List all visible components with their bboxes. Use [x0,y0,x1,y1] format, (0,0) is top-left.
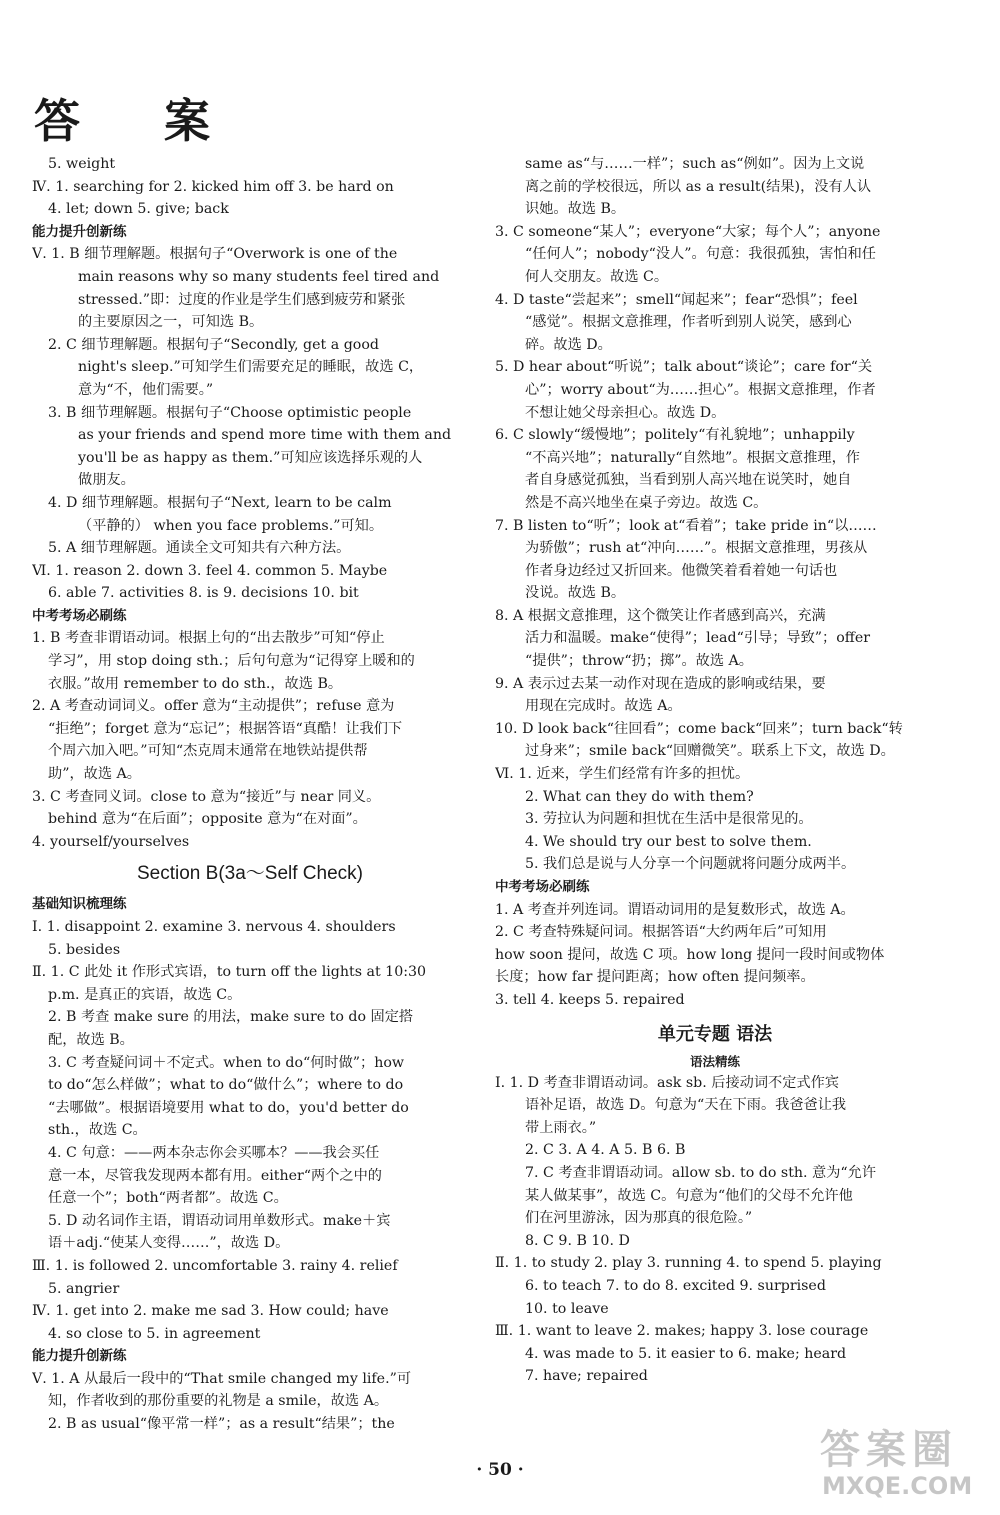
answer-line: Ⅳ. 1. get into 2. make me sad 3. How could; have [32,1303,389,1320]
section-heading: 中考考场必刷练 [32,607,127,624]
answer-line: “拒绝”；forget 意为“忘记”；根据答语“真酷！让我们下 [48,720,403,737]
answer-line: Ⅴ. 1. A 从最后一段中的“That smile changed my life.”可 [32,1370,412,1387]
answer-line: 5. 我们总是说与人分享一个问题就将问题分成两半。 [525,856,856,873]
answer-line: 2. What can they do with them? [525,788,754,805]
answer-line: Ⅵ. 1. reason 2. down 3. feel 4. common 5. Maybe [32,562,388,579]
answer-line: 带上雨衣。” [525,1119,597,1136]
answer-line: you'll be as happy as them.”可知应该选择乐观的人 [78,449,423,466]
answer-line: Ⅰ. 1. D 考查非谓语动词。ask sb. 后接动词不定式作宾 [495,1074,839,1091]
left-answer-column [32,153,468,1436]
answer-line: 用现在完成时。故选 A。 [525,698,682,715]
answer-line: p.m. 是真正的宾语，故选 C。 [48,986,242,1003]
answer-line: “感觉”。根据文意推理，作者听到别人说笑，感到心 [525,314,852,331]
answer-line: 4. so close to 5. in agreement [48,1325,261,1342]
answer-line: how soon 提问，故选 C 项。how long 提问一段时间或物体 [495,946,885,963]
answer-line: 6. C slowly“缓慢地”；politely“有礼貌地”；unhappily [495,427,855,444]
answer-line: 的主要原因之一，可知选 B。 [78,314,264,331]
answer-line: 10. to leave [525,1300,609,1317]
answer-line: 识她。故选 B。 [525,201,626,218]
answer-line: night's sleep.”可知学生们需要充足的睡眠，故选 C， [78,359,424,376]
answer-line: 10. D look back“往回看”；come back“回来”；turn back“转 [495,720,903,737]
answer-line: 4. yourself/yourselves [32,833,190,850]
page-number: · 50 · [476,1460,524,1480]
answer-line: Ⅲ. 1. want to leave 2. makes; happy 3. lose courage [495,1323,869,1340]
answer-line: 2. C 细节理解题。根据句子“Secondly, get a good [48,336,379,353]
answer-line: 5. D hear about“听说”；talk about“谈论”；care for“关 [495,359,873,376]
answer-line: 然是不高兴地坐在桌子旁边。故选 C。 [525,494,768,511]
section-heading: 能力提升创新练 [32,1348,127,1365]
answer-line: 语补足语，故选 D。句意为“天在下雨。我爸爸让我 [525,1097,847,1114]
answer-line: 做朋友。 [78,472,135,489]
answer-line: 5. angrier [48,1280,120,1297]
answer-line: 意为“不，他们需要。” [78,381,214,398]
answer-line: 碎。故选 D。 [525,336,612,353]
answer-line: sth.，故选 C。 [48,1122,147,1139]
answer-line: 某人做某事”，故选 C。句意为“他们的父母不允许他 [525,1187,853,1204]
answer-line: 衣服。”故用 remember to do sth.，故选 B。 [48,675,343,692]
answer-line: 2. A 考查动词词义。offer 意为“主动提供”；refuse 意为 [32,698,395,715]
answer-line: 为骄傲”；rush at“冲向……”。根据文意推理，男孩从 [525,540,868,557]
answer-line: “提供”；throw“扔；掷”。故选 A。 [525,653,753,670]
watermark-bottom-text: MXQE.COM [822,1472,973,1500]
answer-line: 7. C 考查非谓语动词。allow sb. to do sth. 意为“允许 [525,1164,877,1181]
answer-line: 任意一个”；both“两者都”。故选 C。 [48,1190,288,1207]
answer-line: 2. C 3. A 4. A 5. B 6. B [525,1142,686,1159]
answer-line: 3. tell 4. keeps 5. repaired [495,991,685,1008]
unit-title: 单元专题 语法 [657,1023,773,1045]
answer-line: 知，作者收到的那份重要的礼物是 a smile，故选 A。 [48,1393,389,1410]
answer-line: 过身来”；smile back“回赠微笑”。联系上下文，故选 D。 [525,743,895,760]
answer-line: Ⅵ. 1. 近来，学生们经常有许多的担忧。 [495,766,750,783]
answer-line: Ⅳ. 1. searching for 2. kicked him off 3. be hard on [32,178,394,195]
answer-line: 3. B 细节理解题。根据句子“Choose optimistic people [48,404,412,421]
answer-line: Ⅴ. 1. B 细节理解题。根据句子“Overwork is one of the [32,246,398,263]
answer-line: 配，故选 B。 [48,1031,134,1048]
answer-line: to do“怎么样做”；what to do“做什么”；where to do [48,1077,404,1094]
section-title: Section B(3a～Self Check) [137,863,363,885]
section-heading: 基础知识梳理练 [32,896,127,913]
answer-line: 助”，故选 A。 [48,766,141,783]
answer-line: “去哪做”。根据语境要用 what to do，you'd better do [48,1099,409,1116]
answer-line: 2. B as usual“像平常一样”；as a result“结果”；the [48,1416,395,1433]
answer-line: main reasons why so many students feel tired and [78,268,440,285]
answer-line: 8. C 9. B 10. D [525,1232,630,1249]
answer-line: behind 意为“在后面”；opposite 意为“在对面”。 [48,811,367,828]
answer-line: 学习”，用 stop doing sth.；后句句意为“记得穿上暖和的 [48,653,415,670]
answer-line: 心”；worry about“为……担心”。根据文意推理，作者 [525,381,876,398]
answer-line: 3. C 考查疑问词＋不定式。when to do“何时做”；how [48,1054,405,1071]
answer-line: 活力和温暖。make“使得”；lead“引导；导致”；offer [525,630,871,647]
answer-line: 4. was made to 5. it easier to 6. make; heard [525,1345,847,1362]
answer-line: as your friends and spend more time with them and [78,427,452,444]
answer-line: （平静的） when you face problems.”可知。 [78,517,384,534]
page-title: 答 案 [34,94,245,148]
answer-line: “任何人”；nobody“没人”。句意：我很孤独，害怕和任 [525,246,876,263]
answer-line: 8. A 根据文意推理，这个微笑让作者感到高兴，充满 [495,607,826,624]
answer-line: 2. B 考查 make sure 的用法，make sure to do 固定搭 [48,1009,414,1026]
answer-line: 没说。故选 B。 [525,585,626,602]
section-heading: 中考考场必刷练 [495,879,590,895]
answer-line: Ⅱ. 1. C 此处 it 作形式宾语，to turn off the lights at 10:30 [32,964,427,981]
answer-line: 6. able 7. activities 8. is 9. decisions 10. bit [48,585,359,602]
answer-line: 4. D 细节理解题。根据句子“Next, learn to be calm [48,494,392,511]
answer-line: “不高兴地”；naturally“自然地”。根据文意推理，作 [525,449,860,466]
answer-line: 1. B 考查非谓语动词。根据上句的“出去散步”可知“停止 [32,630,385,647]
section-heading: 能力提升创新练 [32,223,127,240]
answer-line: 3. 劳拉认为问题和担忧在生活中是很常见的。 [525,811,813,828]
answer-line: 个周六加入吧。”可知“杰克周末通常在地铁站提供帮 [48,743,368,760]
answer-line: 7. B listen to“听”；look at“看着”；take pride in“以…… [495,517,877,534]
answer-line: 5. weight [48,156,116,172]
answer-line: 作者身边经过又折回来。他微笑着看着她一句话也 [525,562,838,579]
answer-line: 4. C 句意：——两本杂志你会买哪本？——我会买任 [48,1144,380,1161]
answer-line: 2. C 考查特殊疑问词。根据答语“大约两年后”可知用 [495,924,827,941]
sub-heading: 语法精练 [689,1053,740,1069]
answer-line: 3. C someone“某人”；everyone“大家；每个人”；anyone [495,223,881,240]
watermark-top-text: 答案圈 [820,1427,958,1473]
answer-line: 4. let; down 5. give; back [48,201,229,218]
watermark-logo [808,1418,988,1508]
answer-line: 不想让她父母亲担心。故选 D。 [525,404,726,421]
answer-line: 4. We should try our best to solve them. [525,833,812,850]
answer-line: 何人交朋友。故选 C。 [525,268,669,285]
answer-line: 们在河里游泳，因为那真的很危险。” [525,1210,753,1227]
answer-line: 9. A 表示过去某一动作对现在造成的影响或结果，要 [495,675,826,692]
answer-line: 7. have; repaired [525,1368,648,1385]
answer-line: 语＋adj.“使某人变得……”，故选 D。 [48,1235,290,1252]
answer-line: 离之前的学校很远，所以 as a result(结果)，没有人认 [525,178,872,195]
answer-line: Ⅰ. 1. disappoint 2. examine 3. nervous 4. shoulders [32,919,396,935]
answer-line: 长度；how far 提问距离；how often 提问频率。 [495,969,815,986]
answer-line: 4. D taste“尝起来”；smell“闻起来”；fear“恐惧”；feel [495,291,858,308]
answer-line: Ⅱ. 1. to study 2. play 3. running 4. to spend 5. playing [495,1255,882,1272]
answer-line: stressed.”即：过度的作业是学生们感到疲劳和紧张 [78,291,406,308]
answer-line: 者自身感觉孤独，当看到别人高兴地在说笑时，她自 [525,472,852,489]
answer-line: 5. besides [48,941,121,958]
answer-line: 3. C 考查同义词。close to 意为“接近”与 near 同义。 [32,788,381,805]
answer-line: 5. D 动名词作主语，谓语动词用单数形式。make＋宾 [48,1212,391,1229]
answer-line: 5. A 细节理解题。通读全文可知共有六种方法。 [48,540,351,557]
answer-line: 1. A 考查并列连词。谓语动词用的是复数形式，故选 A。 [495,901,855,918]
answer-line: same as“与……一样”；such as“例如”。因为上文说 [525,156,865,172]
answer-line: Ⅲ. 1. is followed 2. uncomfortable 3. rainy 4. relief [32,1257,398,1274]
answer-line: 6. to teach 7. to do 8. excited 9. surprised [525,1277,826,1294]
right-answer-column [495,153,935,1388]
answer-line: 意一本，尽管我发现两本都有用。either“两个之中的 [48,1167,382,1184]
